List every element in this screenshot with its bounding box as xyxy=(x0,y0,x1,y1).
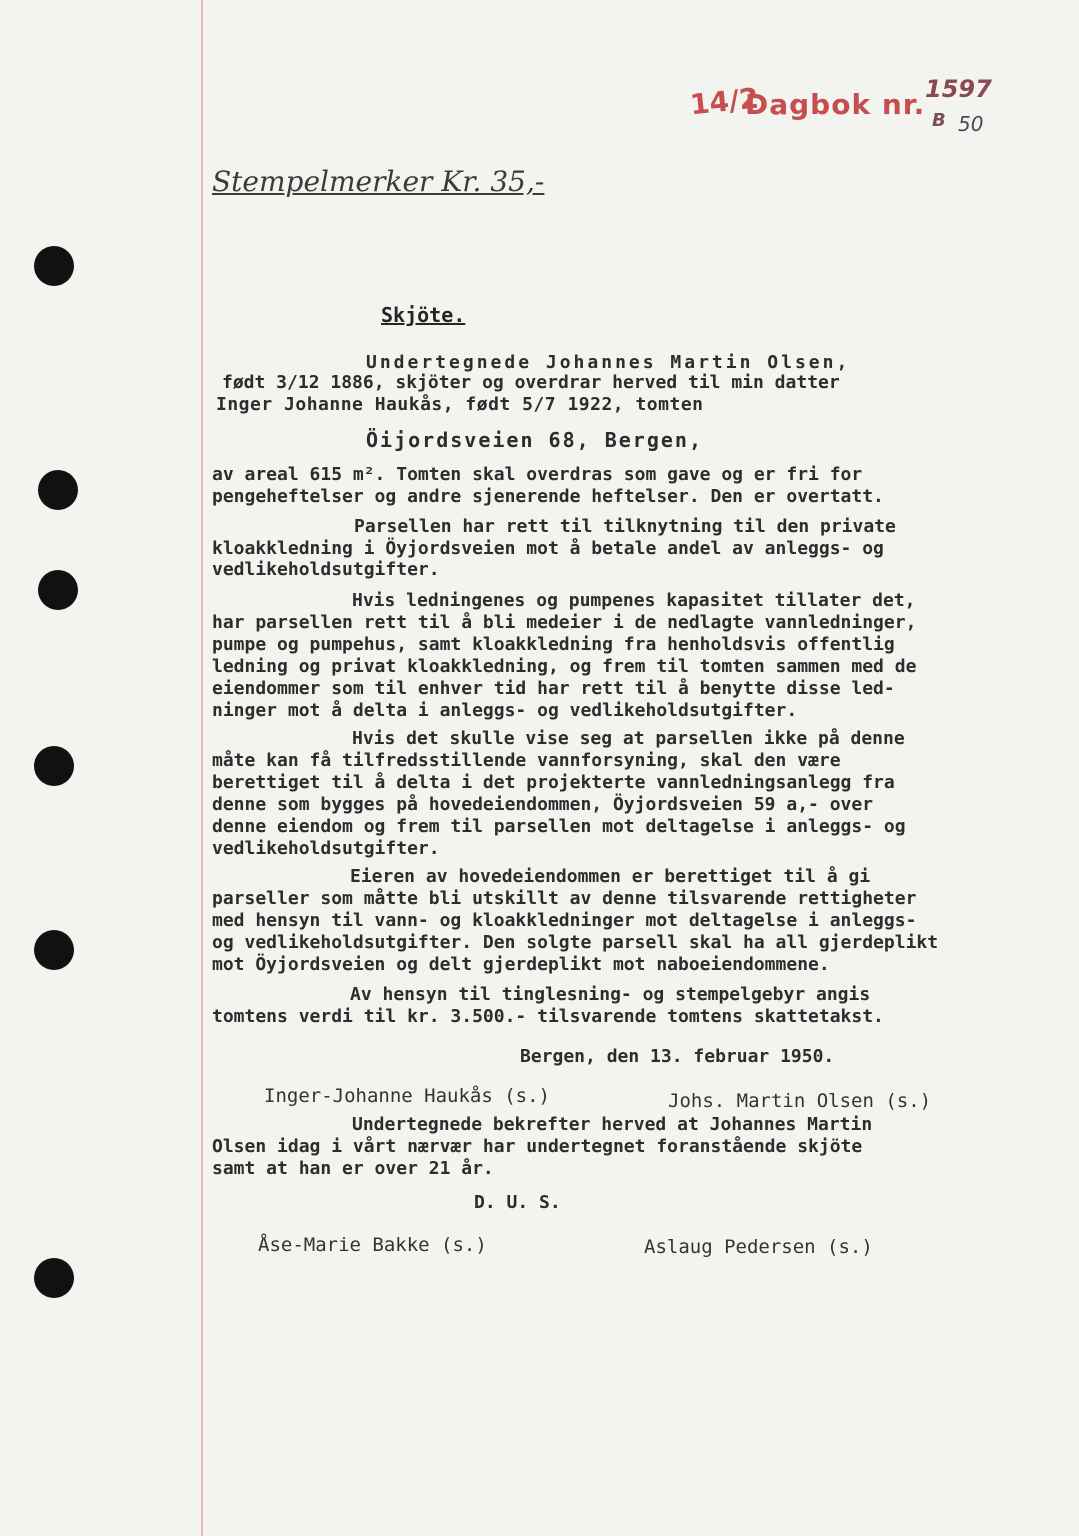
stamp-date: 14/2 xyxy=(688,81,761,122)
stamp-letter: B xyxy=(932,110,946,131)
body-line: Parsellen har rett til tilknytning til den private xyxy=(354,516,896,537)
stamp-year: 50 xyxy=(958,112,984,136)
body-line: berettiget til å delta i det projekterte vannledningsanlegg fra xyxy=(212,772,895,793)
punch-hole xyxy=(38,470,78,510)
signature-left: Inger-Johanne Haukås (s.) xyxy=(264,1085,550,1107)
body-line: Öijordsveien 68, Bergen, xyxy=(366,428,703,452)
body-line: og vedlikeholdsutgifter. Den solgte parsell skal ha all gjerdeplikt xyxy=(212,932,939,953)
body-line: Hvis ledningenes og pumpenes kapasitet tillater det, xyxy=(352,590,916,611)
body-line: Eieren av hovedeiendommen er berettiget til å gi xyxy=(350,866,871,887)
body-line: Hvis det skulle vise seg at parsellen ikke på denne xyxy=(352,728,905,749)
body-line: denne som bygges på hovedeiendommen, Öyjordsveien 59 a,- over xyxy=(212,794,874,815)
body-line: vedlikeholdsutgifter. xyxy=(212,559,440,580)
body-line: parseller som måtte bli utskillt av denne tilsvarende rettigheter xyxy=(212,888,917,909)
body-line: kloakkledning i Öyjordsveien mot å betale andel av anleggs- og xyxy=(212,538,884,559)
body-line: vedlikeholdsutgifter. xyxy=(212,838,440,859)
body-line: Av hensyn til tinglesning- og stempelgebyr angis xyxy=(350,984,871,1005)
body-line: eiendommer som til enhver tid har rett til å benytte disse led- xyxy=(212,678,895,699)
stempelmerker-note: Stempelmerker Kr. 35,- xyxy=(212,165,545,198)
body-line: pumpe og pumpehus, samt kloakkledning fra henholdsvis offentlig xyxy=(212,634,895,655)
punch-hole xyxy=(34,746,74,786)
punch-hole xyxy=(34,930,74,970)
body-line: måte kan få tilfredsstillende vannforsyning, skal den være xyxy=(212,750,841,771)
witness-signature-left: Åse-Marie Bakke (s.) xyxy=(258,1234,487,1256)
body-line: med hensyn til vann- og kloakkledninger mot deltagelse i anleggs- xyxy=(212,910,917,931)
body-line: ledning og privat kloakkledning, og frem til tomten sammen med de xyxy=(212,656,917,677)
body-line: Inger Johanne Haukås, født 5/7 1922, tomten xyxy=(216,394,704,415)
witness-line: samt at han er over 21 år. xyxy=(212,1158,494,1179)
place-date: Bergen, den 13. februar 1950. xyxy=(520,1046,835,1067)
punch-hole xyxy=(34,246,74,286)
punch-hole xyxy=(38,570,78,610)
body-line: født 3/12 1886, skjöter og overdrar herved til min datter xyxy=(222,372,840,393)
stamp-label: Dagbok nr. xyxy=(745,88,926,121)
body-line: har parsellen rett til å bli medeier i de nedlagte vannledninger, xyxy=(212,612,917,633)
margin-line xyxy=(201,0,203,1536)
punch-hole xyxy=(34,1258,74,1298)
body-line: tomtens verdi til kr. 3.500.- tilsvarende tomtens skattetakst. xyxy=(212,1006,884,1027)
body-line: pengeheftelser og andre sjenerende heftelser. Den er overtatt. xyxy=(212,486,884,507)
stamp-number: 1597 xyxy=(925,75,992,103)
witness-line: Olsen idag i vårt nærvær har undertegnet foranstående skjöte xyxy=(212,1136,863,1157)
body-line: av areal 615 m². Tomten skal overdras som gave og er fri for xyxy=(212,464,863,485)
body-line: denne eiendom og frem til parsellen mot deltagelse i anleggs- og xyxy=(212,816,906,837)
signature-right: Johs. Martin Olsen (s.) xyxy=(668,1090,932,1112)
witness-line: Undertegnede bekrefter herved at Johannes Martin xyxy=(352,1114,873,1135)
dus-mark: D. U. S. xyxy=(474,1192,561,1213)
document-title: Skjöte. xyxy=(381,303,466,327)
witness-signature-right: Aslaug Pedersen (s.) xyxy=(644,1236,873,1258)
body-line: Undertegnede Johannes Martin Olsen, xyxy=(366,352,851,373)
body-line: ninger mot å delta i anleggs- og vedlikeholdsutgifter. xyxy=(212,700,798,721)
body-line: mot Öyjordsveien og delt gjerdeplikt mot naboeiendommene. xyxy=(212,954,830,975)
